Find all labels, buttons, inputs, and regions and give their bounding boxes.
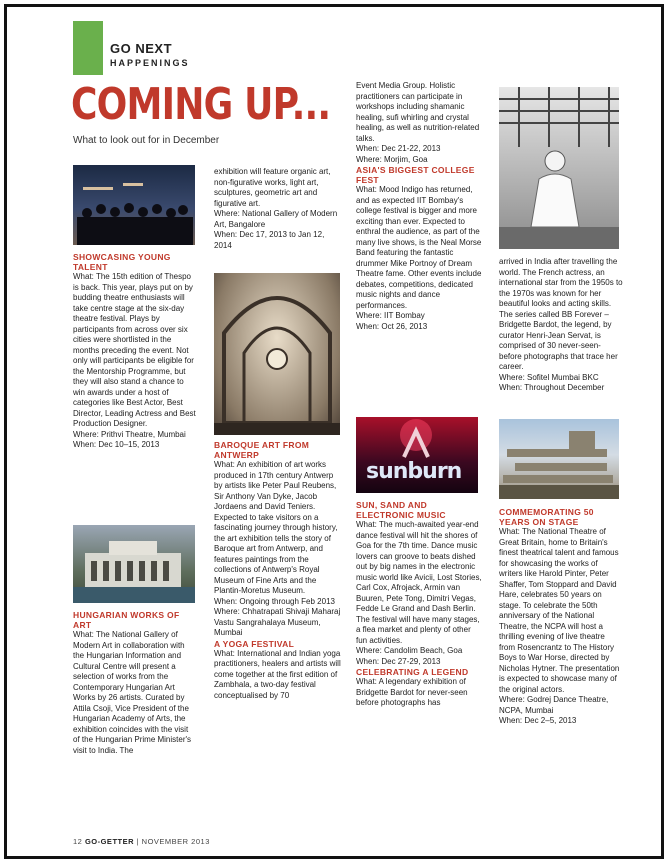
event-when: When: Dec 10–15, 2013 xyxy=(73,440,160,449)
event-description: What: The National Gallery of Modern Art in collaboration with the Hungarian Information and Cultural Centre will present a selection of works from the Contemporary Hungarian Art Works by 26 artists. Curated by Attila Csoji, Vice President of the Hungarian Academy of Arts, the exhibition coincides with the visit of the Hungarian Prime Minister's visit to India. The xyxy=(73,630,192,755)
event-where: Where: Sofitel Mumbai BKC xyxy=(499,372,599,382)
event-heading: SHOWCASING YOUNG TALENT xyxy=(73,252,171,272)
event-heading: A YOGA FESTIVAL xyxy=(214,638,295,649)
event-when: When: Dec 2–5, 2013 xyxy=(499,716,577,725)
magazine-page xyxy=(4,4,664,859)
page-subtitle: What to look out for in December xyxy=(73,135,220,146)
event-description: arrived in India after travelling the world. The French actress, an international star from the 1950s to the 1970s was known for her beautiful looks and acting skills. The series called BB Forever – Bridgette Bardot, the legend, by curator Henri-Jean Servat, is comprised of 30 never-seen-before photographs that trace her career. xyxy=(499,257,623,371)
antwerp-station-photo xyxy=(214,273,340,435)
column-1 xyxy=(73,252,197,451)
bardot-photo xyxy=(499,87,619,249)
event-where: Where: Candolim Beach, Goa xyxy=(356,646,463,655)
event-description: What: An exhibition of art works produced in 17th century Antwerp by artists like Peter Paul Reubens, Sir Anthony Van Dyke, Jacob Jordaens and David Teniers. Expected to take visitors on a fascinating journey through history, the art exhibition tells the story of Baroque art from Antwerp, and features paintings from the collections of Antwerp's Royal Museum of Fine Arts and the Plantin-Moretus Museum. xyxy=(214,460,338,595)
event-description: What: The much-awaited year-end dance festival will hit the shores of Goa for the 7th time. Dance music lovers can groove to beats dished out by big names in the electronic music world like Avicii, Lost Stories, Carl Cox, Afrojack, Armin van Buuren, Pete Tong, Dimitri Vegas, Fedde Le Grand and Dash Berlin. The festival will have many stages, a flea market and plenty of other fun activities. xyxy=(356,520,482,645)
column-2-lower xyxy=(214,440,342,701)
event-where: Where: Morjim, Goa xyxy=(356,154,428,164)
event-where: Where: Prithvi Theatre, Mumbai xyxy=(73,429,186,439)
footer-separator: | xyxy=(136,837,140,846)
event-heading: BAROQUE ART FROM ANTWERP xyxy=(214,440,310,460)
sunburn-logo: sunburn xyxy=(366,459,462,484)
event-description: exhibition will feature organic art, non-figurative works, light art, sculptures, geometric art and figurative art. xyxy=(214,167,331,208)
event-description: What: Mood Indigo has returned, and as expected IIT Bombay's college festival is bigger and more exciting than ever. Expected to enthral the audience, as part of the many live shows, is the Neal Morse Band featuring the fantastic drummer Mike Portnoy of Dream Theatre fame. Other events include debates, competitions, dedicated music nights and dance performances. xyxy=(356,185,482,310)
event-when: When: Throughout December xyxy=(499,383,605,392)
event-heading: CELEBRATING A LEGEND xyxy=(356,667,469,677)
event-where: Where: Godrej Dance Theatre, NCPA, Mumbai xyxy=(499,695,609,715)
event-heading: HUNGARIAN WORKS OF ART xyxy=(73,610,180,630)
column-4 xyxy=(499,257,623,394)
event-when: When: Dec 27-29, 2013 xyxy=(356,656,441,666)
column-3-lower xyxy=(356,500,484,709)
event-where: Where: National Gallery of Modern Art, Bangalore xyxy=(214,209,338,229)
event-when: When: Dec 17, 2013 to Jan 12, 2014 xyxy=(214,230,325,250)
sunburn-festival-photo xyxy=(356,417,478,493)
section-tab xyxy=(73,21,103,75)
event-description: What: The National Theatre of Great Britain, home to Britain's finest theatrical talent and famous for showcasing the works of writers like Harold Pinter, Peter Shaffer, Tom Stoppard and David Hare, celebrates 50 years on stage. To celebrate the 50th anniversary of the National Theatre, the NCPA will host a thrilling evening of live theatre from Rosencrantz to The History Boys to War Horse, directed by Nicholas Hytner. The presentation is expected to showcase many of the original actors. xyxy=(499,527,620,694)
section-sub: HAPPENINGS xyxy=(110,58,190,68)
column-2 xyxy=(214,167,342,251)
event-heading: ASIA'S BIGGEST COLLEGE FEST xyxy=(356,165,475,185)
event-description: What: The 15th edition of Thespo is back. This year, plays put on by budding theatre enthusiasts will take centre stage at the six-day theatre festival. Plays by participants from across over six cities were shortlisted in the months preceding the event. Not only will participants be eligible for the Mentorship Programme, but they will also stand a chance to win awards under a host of categories like Best Actor, Best Director, Leading Actress and Best Production Designer. xyxy=(73,272,196,428)
event-heading: SUN, SAND AND ELECTRONIC MUSIC xyxy=(356,500,446,520)
page-number: 12 xyxy=(73,837,83,846)
magazine-name: GO-GETTER xyxy=(84,837,135,846)
section-name: GO NEXT xyxy=(110,41,173,56)
ngma-building-photo xyxy=(73,525,195,603)
event-where: Where: IIT Bombay xyxy=(356,311,425,320)
column-3 xyxy=(356,81,484,332)
page-title: COMING UP... xyxy=(71,79,331,130)
event-description: What: A legendary exhibition of Bridgette Bardot for never-seen before photographs has xyxy=(356,677,468,707)
issue-date: NOVEMBER 2013 xyxy=(141,837,210,846)
column-1-lower xyxy=(73,610,197,756)
thespo-group-photo xyxy=(73,165,195,245)
column-4-lower xyxy=(499,507,623,727)
event-heading: COMMEMORATING 50 YEARS ON STAGE xyxy=(499,507,594,527)
event-where: Where: Chhatrapati Shivaji Maharaj Vastu Sangrahalaya Museum, Mumbai xyxy=(214,607,341,637)
event-when: When: Oct 26, 2013 xyxy=(356,321,428,331)
event-description: Event Media Group. Holistic practitioners can participate in workshops including shamanic healing, sufi whirling and crystal healing, as well as nutrition-related talks. xyxy=(356,81,480,143)
page-footer xyxy=(73,837,210,846)
event-description: What: International and Indian yoga practitioners, healers and artists will come together at the first edition of Zambhala, a two-day festival conceptualised by 70 xyxy=(214,648,341,700)
event-when: When: Dec 21-22, 2013 xyxy=(356,144,441,153)
national-theatre-photo xyxy=(499,419,619,499)
event-when: When: Ongoing through Feb 2013 xyxy=(214,596,335,606)
section-label xyxy=(110,41,190,68)
